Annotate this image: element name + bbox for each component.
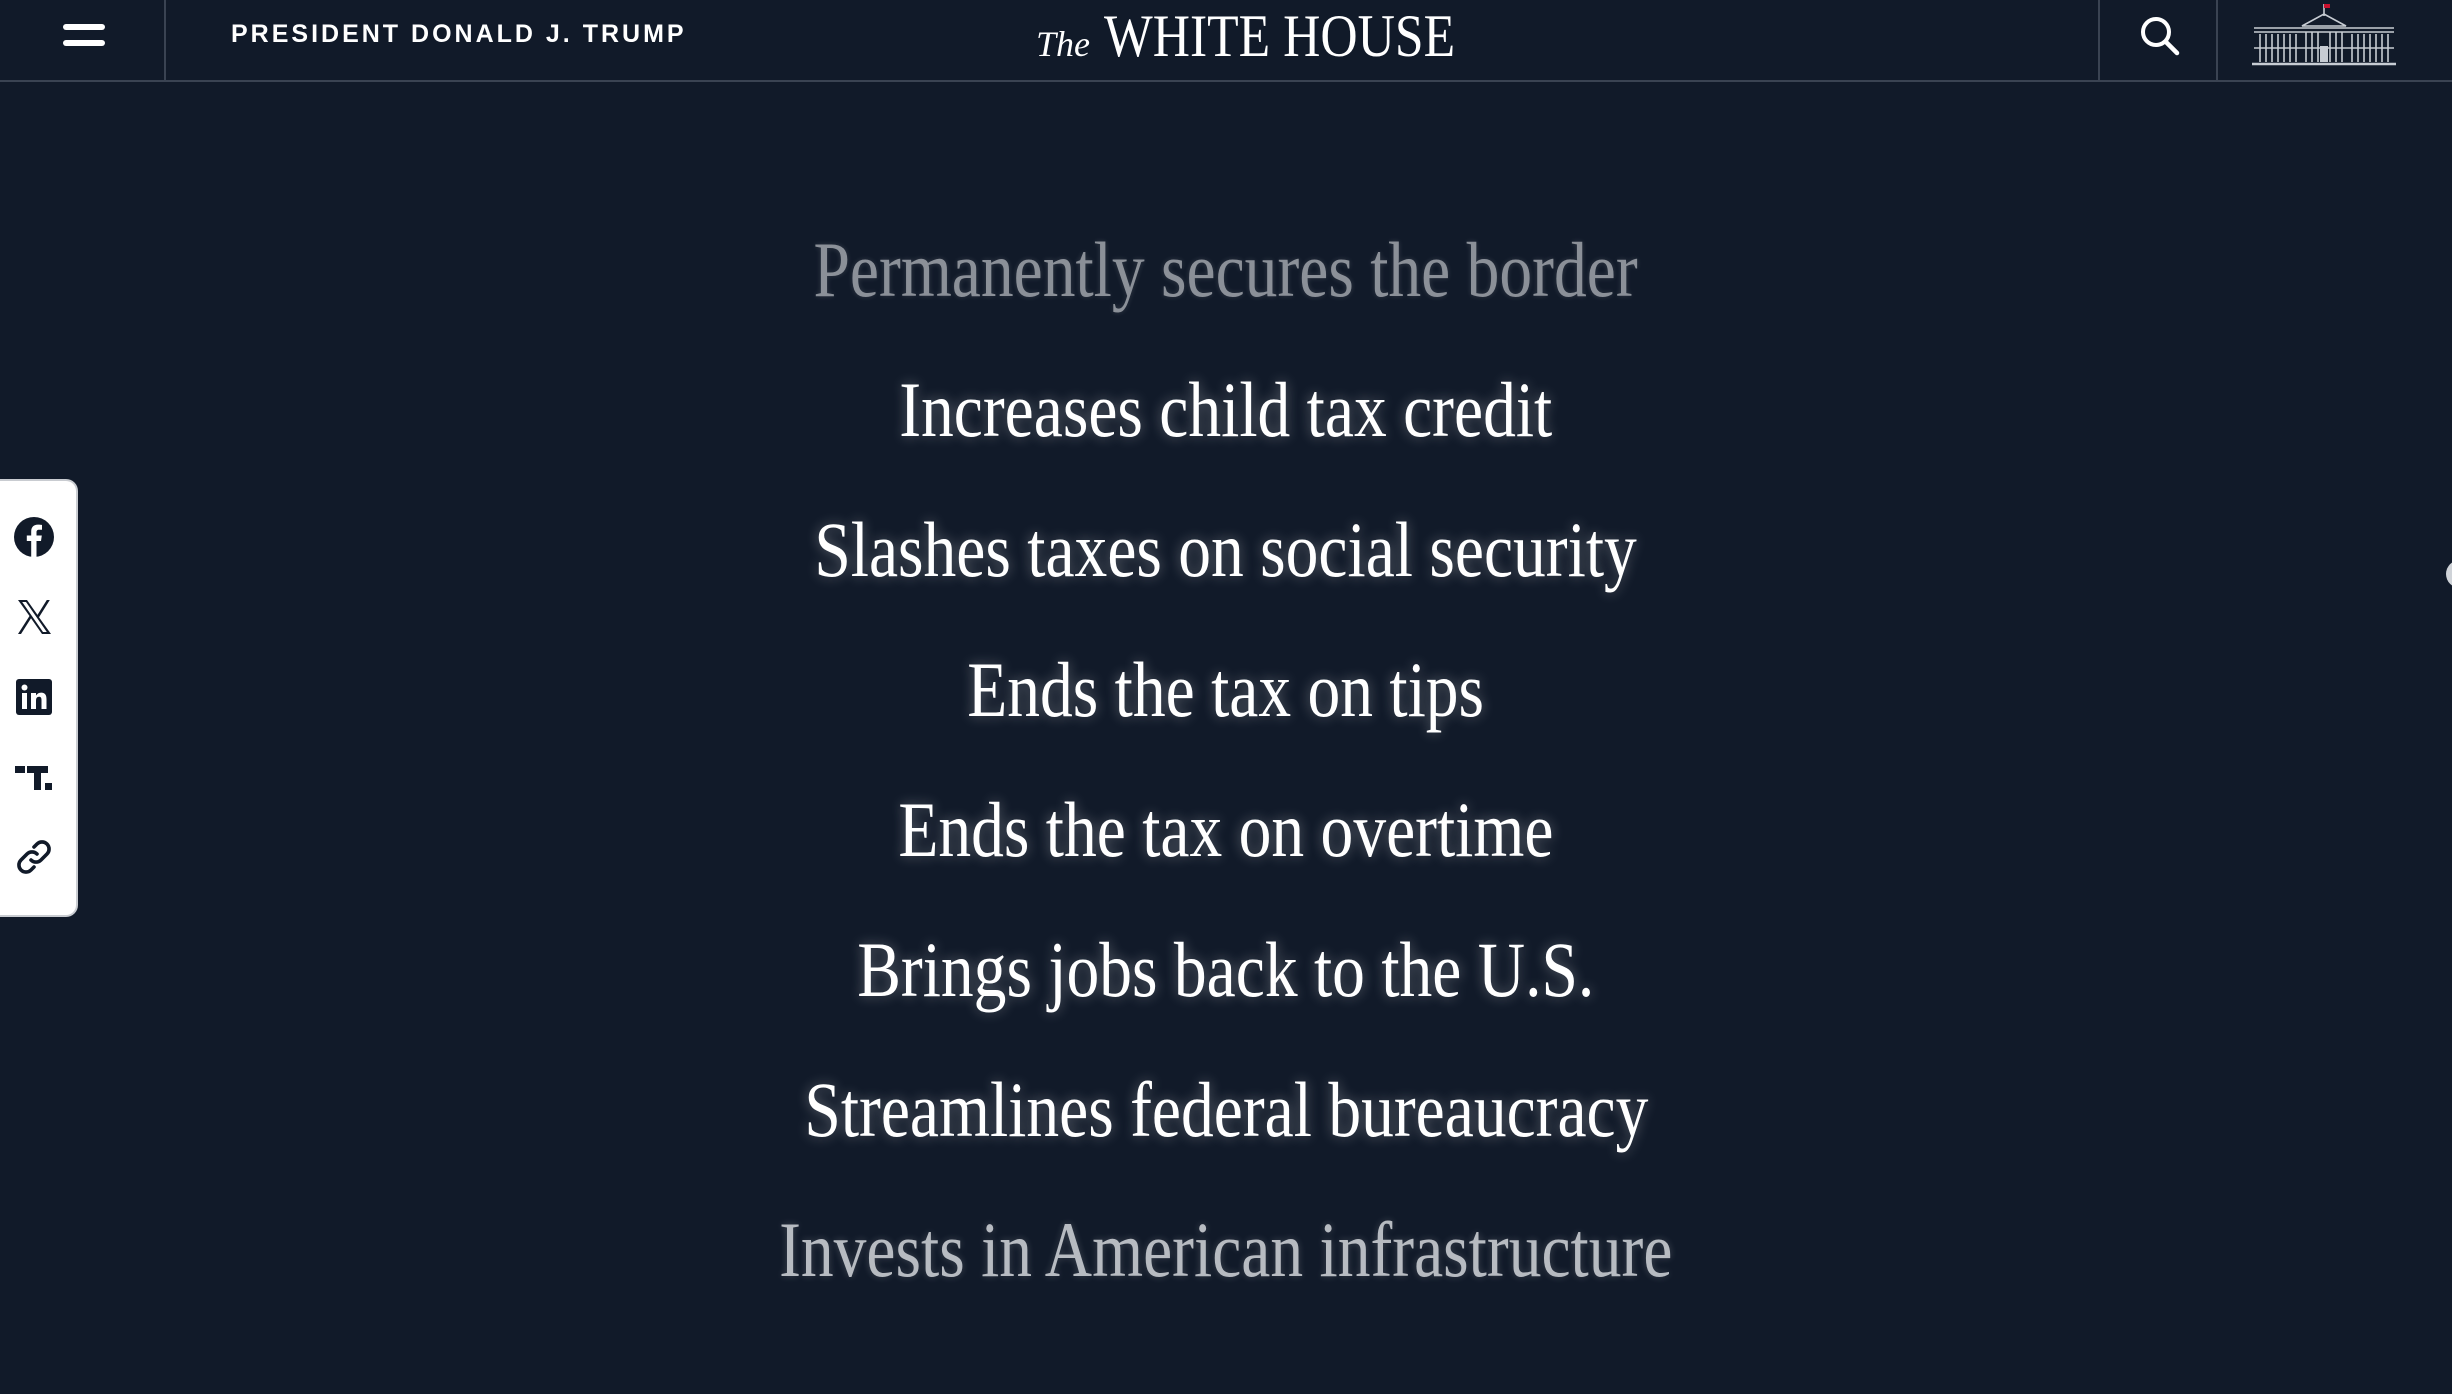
- feature-text: Ends the tax on overtime: [898, 786, 1554, 873]
- feature-text: Invests in American infrastructure: [779, 1206, 1673, 1293]
- feature-text: Increases child tax credit: [899, 366, 1553, 453]
- share-facebook-button[interactable]: [10, 513, 58, 561]
- share-truth-social-button[interactable]: [10, 753, 58, 801]
- list-item: [0, 340, 2452, 480]
- x-icon: [10, 593, 58, 641]
- white-house-logo[interactable]: [1036, 2, 1512, 72]
- list-item: [0, 200, 2452, 340]
- list-item: [0, 760, 2452, 900]
- list-item: [0, 1040, 2452, 1180]
- share-linkedin-button[interactable]: [10, 673, 58, 721]
- logo-the: The: [1036, 24, 1090, 64]
- logo-name: WHITE HOUSE: [1104, 3, 1456, 69]
- linkedin-icon: [10, 673, 58, 721]
- search-button[interactable]: [2098, 0, 2218, 80]
- feature-text: Permanently secures the border: [813, 226, 1639, 313]
- share-bar: [0, 481, 76, 915]
- feature-list: [0, 200, 2452, 1320]
- white-house-building-icon[interactable]: [2252, 2, 2396, 70]
- list-item: [0, 620, 2452, 760]
- president-link[interactable]: PRESIDENT DONALD J. TRUMP: [231, 20, 687, 48]
- list-item: [0, 480, 2452, 620]
- copy-link-icon: [10, 833, 58, 881]
- menu-button[interactable]: [0, 0, 166, 80]
- feature-text: Streamlines federal bureaucracy: [803, 1066, 1649, 1153]
- site-header: [0, 0, 2452, 82]
- share-x-button[interactable]: [10, 593, 58, 641]
- feature-text: Slashes taxes on social security: [814, 506, 1638, 593]
- list-item: [0, 900, 2452, 1040]
- copy-link-button[interactable]: [10, 833, 58, 881]
- facebook-icon: [10, 513, 58, 561]
- feature-text: Brings jobs back to the U.S.: [857, 926, 1595, 1013]
- hamburger-menu-icon-bar: [63, 40, 105, 46]
- list-item: [0, 1180, 2452, 1320]
- truth-social-icon: [10, 753, 58, 801]
- hamburger-menu-icon: [63, 24, 105, 30]
- search-icon: [2139, 15, 2181, 57]
- feature-text: Ends the tax on tips: [967, 646, 1485, 733]
